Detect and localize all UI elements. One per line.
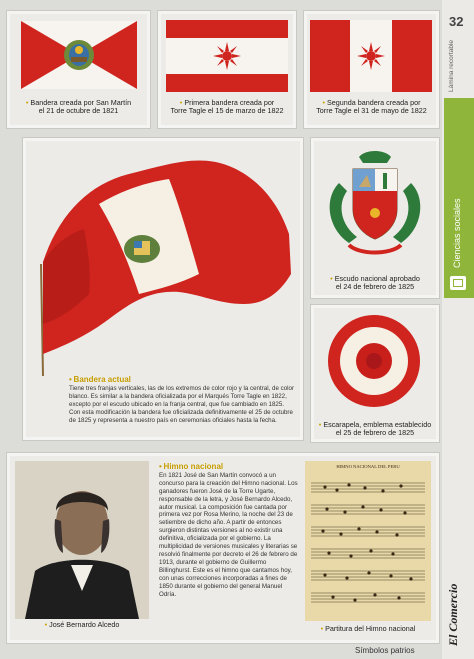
footer-text: Símbolos patrios bbox=[355, 646, 415, 655]
flag-san-martin bbox=[21, 21, 137, 89]
flag-card-san-martin bbox=[6, 10, 151, 129]
bandera-actual-text-block: • Bandera actual Tiene tres franjas verticales, las de los extremos de color rojo y la central, de color blanco. Es similar a la bandera oficializada por el Marqués Torre Tagle en 1822, excepto por el escudo ubicado en la franja central, que fue cambiado en 1825. Con esta modificación la bandera fue oficializada definitivamente el 25 de octubre de 1825 y representa a nuestro país en ceremonias oficiales hasta la fecha. bbox=[69, 375, 295, 424]
caption-partitura: • Partitura del Himno nacional bbox=[320, 624, 416, 633]
himno-text-block: • Himno nacional En 1821 José de San Martín convocó a un concurso para la creación del Himno nacional. Los ganadores fueron José de la Torre Ugarte, responsable de la letra, y José Bernardo Alcedo, autor musical. La composición fue cantada por primera vez por Rosa Merino, la noche del 23 de setiembre de dicho año. A partir de entonces surgieron distintas versiones al no existir una definitiva, oficializada por el gobierno. La multiplicidad de versiones musicales y literarias se resolvió finalmente por decreto el 26 de febrero de 1913, durante el gobierno de Guillermo Billinghurst. Este es el himno que cantamos hoy, con unas correcciones incorporadas a fines de 1850 durante el gobierno del general Manuel Odría. bbox=[159, 462, 298, 598]
portrait-image bbox=[15, 461, 149, 619]
escarapela-card bbox=[310, 304, 440, 443]
caption-torre-tagle-second: • Segunda bandera creada por Torre Tagle el 31 de mayo de 1822 bbox=[316, 98, 427, 116]
cockade-image bbox=[321, 311, 427, 411]
caption-torre-tagle-first: • Primera bandera creada por Torre Tagle el 15 de marzo de 1822 bbox=[170, 98, 284, 116]
caption-san-martin: • Bandera creada por San Martín el 21 de octubre de 1821 bbox=[25, 98, 132, 116]
brand-logo: El Comercio bbox=[446, 583, 460, 646]
flag-torre-tagle-second bbox=[310, 20, 432, 92]
himno-description: En 1821 José de San Martín convocó a un concurso para la creación del Himno nacional. Los ganadores fueron José de la Torre Ugarte, responsable de la letra, y José Bernardo Alcedo, autor musical. La composición fue cantada por primera vez por Rosa Merino, la noche del 23 de setiembre de dicho año. A partir de entonces surgieron distintas versiones al no existir una definitiva, oficializada por el gobierno. La multiplicidad de versiones musicales y literarias se resolvió finalmente por decreto el 26 de febrero de 1913, durante el gobierno de Guillermo Billinghurst. Este es el himno que cantamos hoy, con unas correcciones incorporadas a fines de 1850 durante el gobierno del general Manuel Odría. bbox=[159, 471, 298, 598]
lamina-label: Lámina recortable bbox=[448, 39, 455, 92]
caption-escarapela: • Escarapela, emblema establecido el 25 de febrero de 1825 bbox=[318, 420, 432, 438]
bandera-actual-description: Tiene tres franjas verticales, las de los extremos de color rojo y la central, de color blanco. Es similar a la bandera oficializada por el Marqués Torre Tagle en 1822, excepto por el escudo ubicado en la franja central, que fue cambiado en 1825. Con esta modificación la bandera fue oficializada definitivamente el 25 de octubre de 1825 y representa a nuestro país en ceremonias oficiales hasta la fecha. bbox=[69, 384, 295, 424]
sheet-music-image bbox=[305, 461, 431, 621]
flag-torre-tagle-first bbox=[166, 20, 288, 92]
flag-card-torre-tagle-2 bbox=[303, 10, 440, 129]
subject-label: Ciencias sociales bbox=[452, 198, 462, 268]
waving-flag-image bbox=[29, 144, 297, 379]
himno-title: Himno nacional bbox=[163, 462, 224, 471]
coat-of-arms-image bbox=[319, 143, 431, 259]
sheet-music-title: HIMNO NACIONAL DEL PERU bbox=[336, 464, 400, 469]
bandera-actual-card bbox=[22, 137, 304, 441]
bandera-actual-title: Bandera actual bbox=[73, 375, 131, 384]
lamina-number: 32 bbox=[449, 14, 464, 29]
escudo-card bbox=[310, 137, 440, 299]
flag-card-torre-tagle-1 bbox=[157, 10, 297, 129]
himno-section bbox=[6, 452, 440, 644]
grid-icon bbox=[450, 276, 466, 290]
caption-portrait: • José Bernardo Alcedo bbox=[44, 620, 120, 629]
caption-escudo: • Escudo nacional aprobado el 24 de febrero de 1825 bbox=[330, 274, 420, 292]
